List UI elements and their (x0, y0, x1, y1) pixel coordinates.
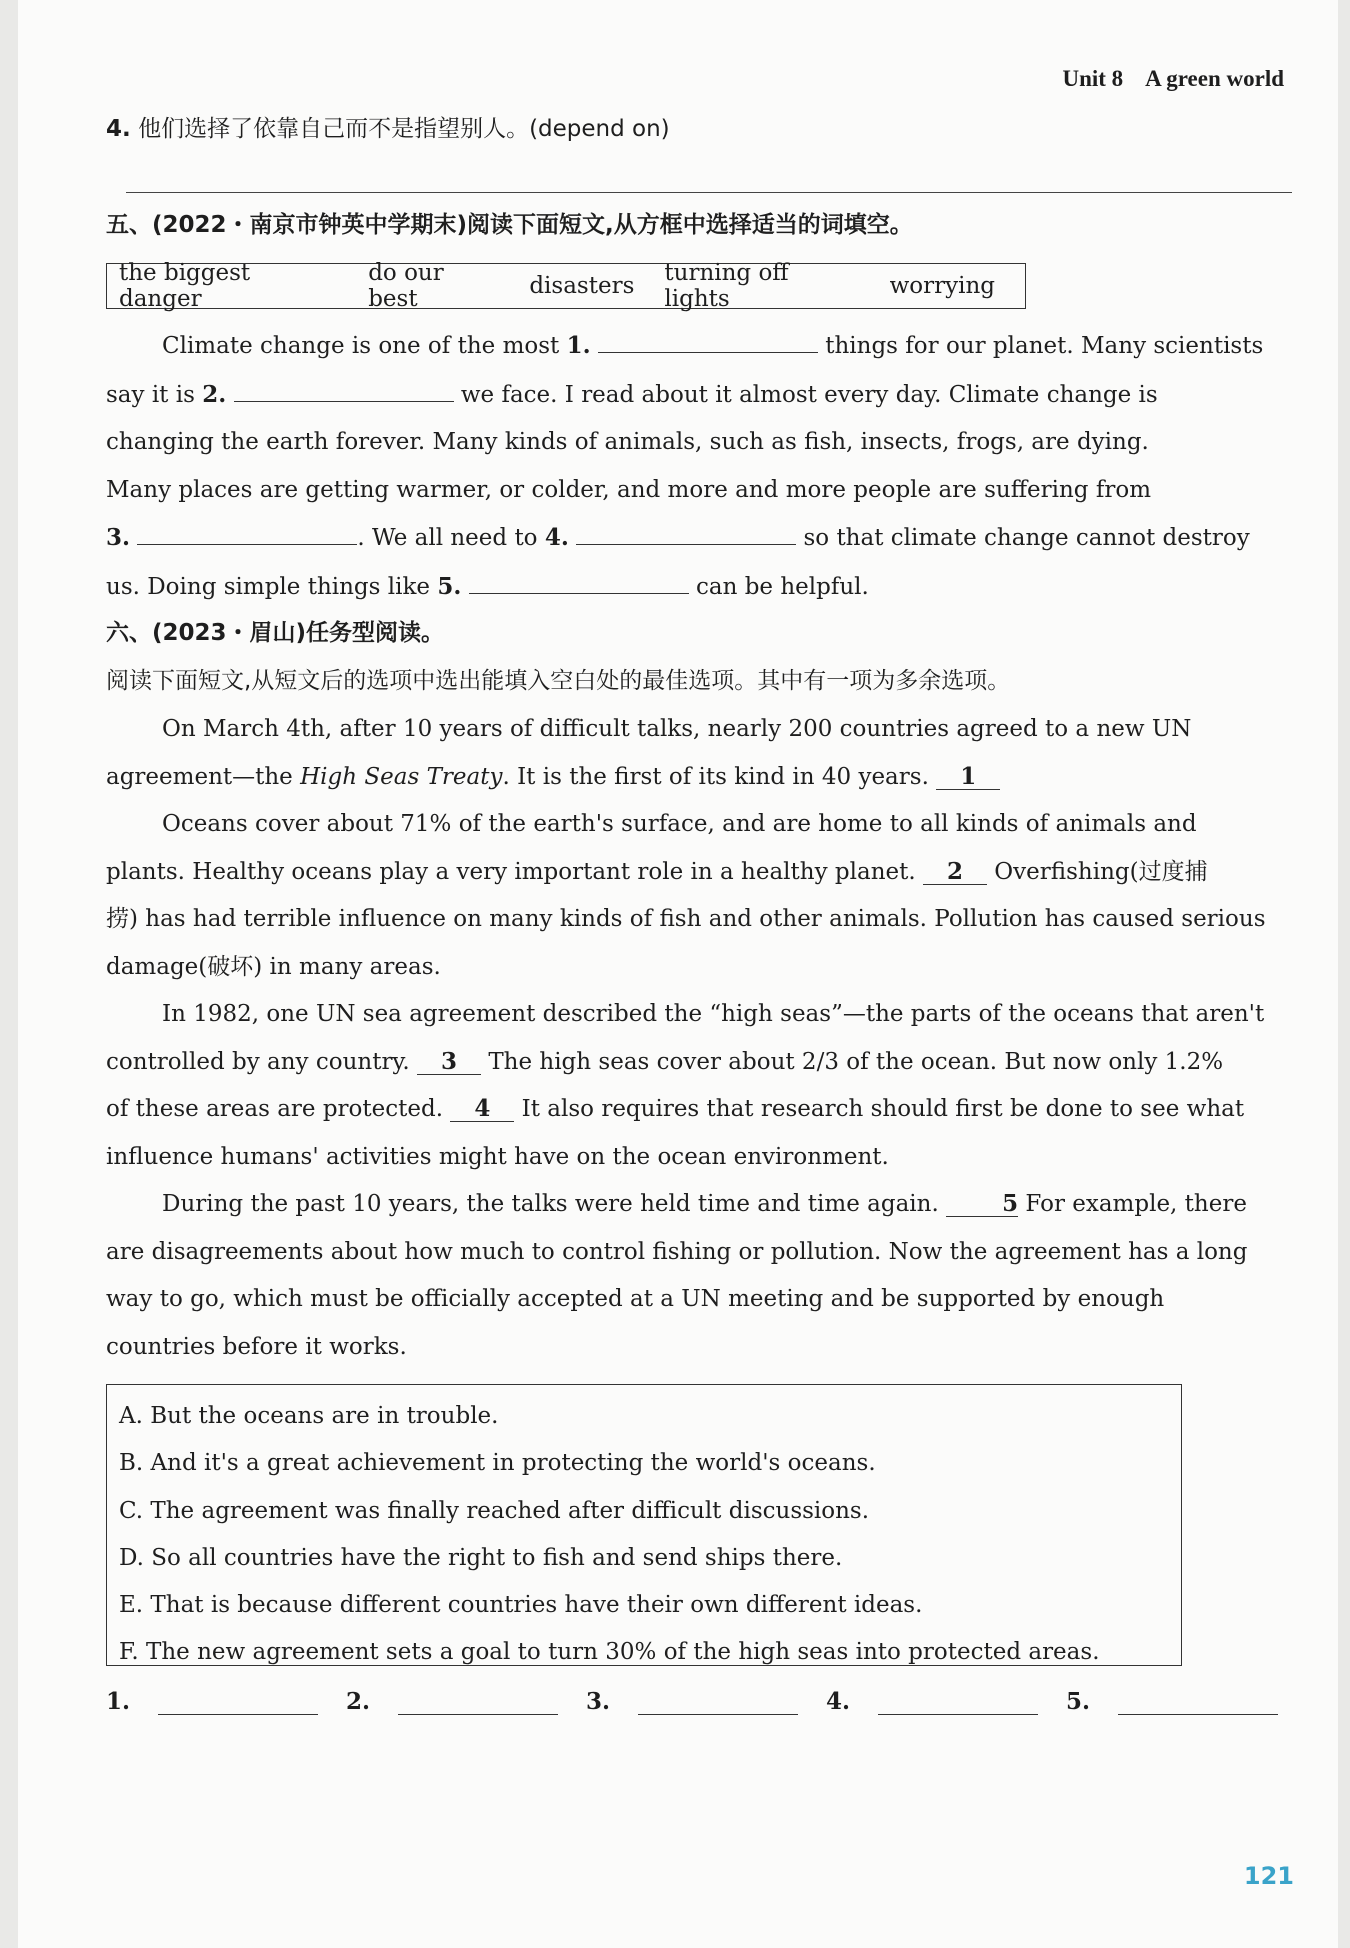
option-c: C. The agreement was finally reached after difficult discussions. (119, 1497, 870, 1524)
blank-number: 3. (106, 524, 131, 551)
section-instruction: 阅读下面短文,从短文后的选项中选出能填入空白处的最佳选项。其中有一项为多余选项。 (106, 667, 1011, 694)
option-a: A. But the oceans are in trouble. (119, 1403, 499, 1429)
fill-blank[interactable] (234, 379, 454, 402)
section-heading: 六、(2023・眉山)任务型阅读。 (106, 620, 445, 646)
blank-number: 4. (544, 524, 569, 551)
unit-label: Unit 8 (1062, 66, 1124, 91)
text-run: During the past 10 years, the talks were held time and time again. (162, 1191, 939, 1217)
answer-slot (586, 1688, 826, 1715)
text-line: Oceans cover about 71% of the earth's surface, and are home to all kinds of animals and (162, 811, 1197, 837)
answer-input[interactable] (158, 1690, 318, 1715)
text-line: influence humans' activities might have on the ocean environment. (106, 1143, 889, 1170)
text-line: countries before it works. (106, 1333, 407, 1360)
text-run: . It is the first of its kind in 40 years. (502, 763, 929, 790)
text-line: On March 4th, after 10 years of difficult talks, nearly 200 countries agreed to a new UN (162, 716, 1192, 742)
question-4 (106, 106, 1292, 154)
text-run: controlled by any country. (106, 1048, 410, 1075)
text-run: us. Doing simple things like (106, 573, 438, 600)
answer-slot (106, 1688, 346, 1715)
page-header (1062, 66, 1284, 92)
blank-number: 2. (202, 380, 227, 408)
text-run: For example, there (1025, 1191, 1247, 1217)
answer-input[interactable] (1118, 1690, 1278, 1715)
answer-blank[interactable]: 4 (450, 1097, 514, 1122)
answer-row (106, 1688, 1306, 1715)
text-line: way to go, which must be officially accepted at a UN meeting and be supported by enough (106, 1286, 1165, 1312)
text-run: Climate change is one of the most (162, 333, 567, 359)
options-box (106, 1384, 1182, 1666)
text-line: Many places are getting warmer, or colder, and more and more people are suffering from (106, 476, 1152, 503)
section-6-passage (106, 706, 1292, 1371)
question-text: 他们选择了依靠自己而不是指望别人。(depend on) (138, 116, 670, 142)
text-run: things for our planet. Many scientists (817, 333, 1264, 359)
fill-blank[interactable] (469, 571, 689, 594)
section-6 (106, 610, 1292, 705)
text-run: we face. I read about it almost every day. Climate change is (453, 381, 1158, 408)
answer-blank[interactable]: 1 (936, 765, 1000, 790)
answer-blank[interactable]: 3 (417, 1050, 481, 1075)
text-run: so that climate change cannot destroy (796, 525, 1250, 551)
word-option: the biggest danger (119, 260, 251, 312)
text-run: say it is (106, 381, 203, 408)
answer-line[interactable] (126, 192, 1292, 193)
word-box (106, 260, 1026, 312)
option-f: F. The new agreement sets a goal to turn 30% of the high seas into protected areas. (119, 1639, 1100, 1666)
option-b: B. And it's a great achievement in protecting the world's oceans. (119, 1450, 876, 1477)
text-run: It also requires that research should first be done to see what (521, 1096, 1245, 1122)
text-line: 捞) has had terrible influence on many kinds of fish and other animals. Pollution has caused serious (106, 906, 1266, 932)
word-option: disasters (529, 273, 635, 299)
answer-slot (826, 1688, 1066, 1715)
text-run: plants. Healthy oceans play a very important role in a healthy planet. (106, 858, 916, 885)
section-heading: 五、(2022・南京市钟英中学期末)阅读下面短文,从方框中选择适当的词填空。 (106, 212, 913, 238)
question-number: 4. (106, 116, 131, 142)
answer-blank[interactable]: 2 (923, 860, 987, 885)
text-run: The high seas cover about 2/3 of the ocean. But now only 1.2% (488, 1048, 1224, 1075)
answer-label: 1. (106, 1688, 131, 1715)
text-run: agreement—the (106, 763, 301, 790)
page-number: 121 (1243, 1862, 1294, 1890)
word-option: do our best (368, 260, 444, 312)
answer-label: 3. (586, 1688, 611, 1715)
answer-blank[interactable]: 5 (946, 1192, 1018, 1217)
answer-label: 5. (1066, 1688, 1091, 1715)
answer-slot (346, 1688, 586, 1715)
text-line: are disagreements about how much to control fishing or pollution. Now the agreement has a long (106, 1238, 1248, 1265)
text-run: Overfishing(过度捕 (994, 858, 1208, 885)
text-run: can be helpful. (688, 573, 869, 600)
unit-title: A green world (1145, 66, 1284, 91)
section-5 (106, 202, 1292, 250)
option-d: D. So all countries have the right to fish and send ships there. (119, 1544, 843, 1571)
answer-input[interactable] (638, 1690, 798, 1715)
text-line: In 1982, one UN sea agreement described the “high seas”—the parts of the oceans that aren't (162, 1001, 1265, 1027)
answer-label: 2. (346, 1688, 371, 1715)
treaty-name: High Seas Treaty (300, 763, 503, 790)
blank-number: 1. (566, 332, 591, 359)
answer-label: 4. (826, 1688, 851, 1715)
fill-blank[interactable] (137, 522, 357, 545)
text-line: damage(破坏) in many areas. (106, 953, 441, 980)
word-option: turning off lights (664, 260, 789, 312)
blank-number: 5. (437, 572, 462, 600)
section-5-passage (106, 322, 1292, 611)
text-run: . We all need to (357, 525, 545, 551)
text-run: of these areas are protected. (106, 1096, 444, 1122)
answer-slot (1066, 1688, 1306, 1715)
text-line: changing the earth forever. Many kinds of animals, such as fish, insects, frogs, are dying. (106, 429, 1149, 455)
fill-blank[interactable] (576, 522, 796, 545)
word-option: worrying (889, 273, 996, 299)
answer-input[interactable] (878, 1690, 1038, 1715)
option-e: E. That is because different countries have their own different ideas. (119, 1592, 923, 1619)
fill-blank[interactable] (598, 330, 818, 353)
answer-input[interactable] (398, 1690, 558, 1715)
